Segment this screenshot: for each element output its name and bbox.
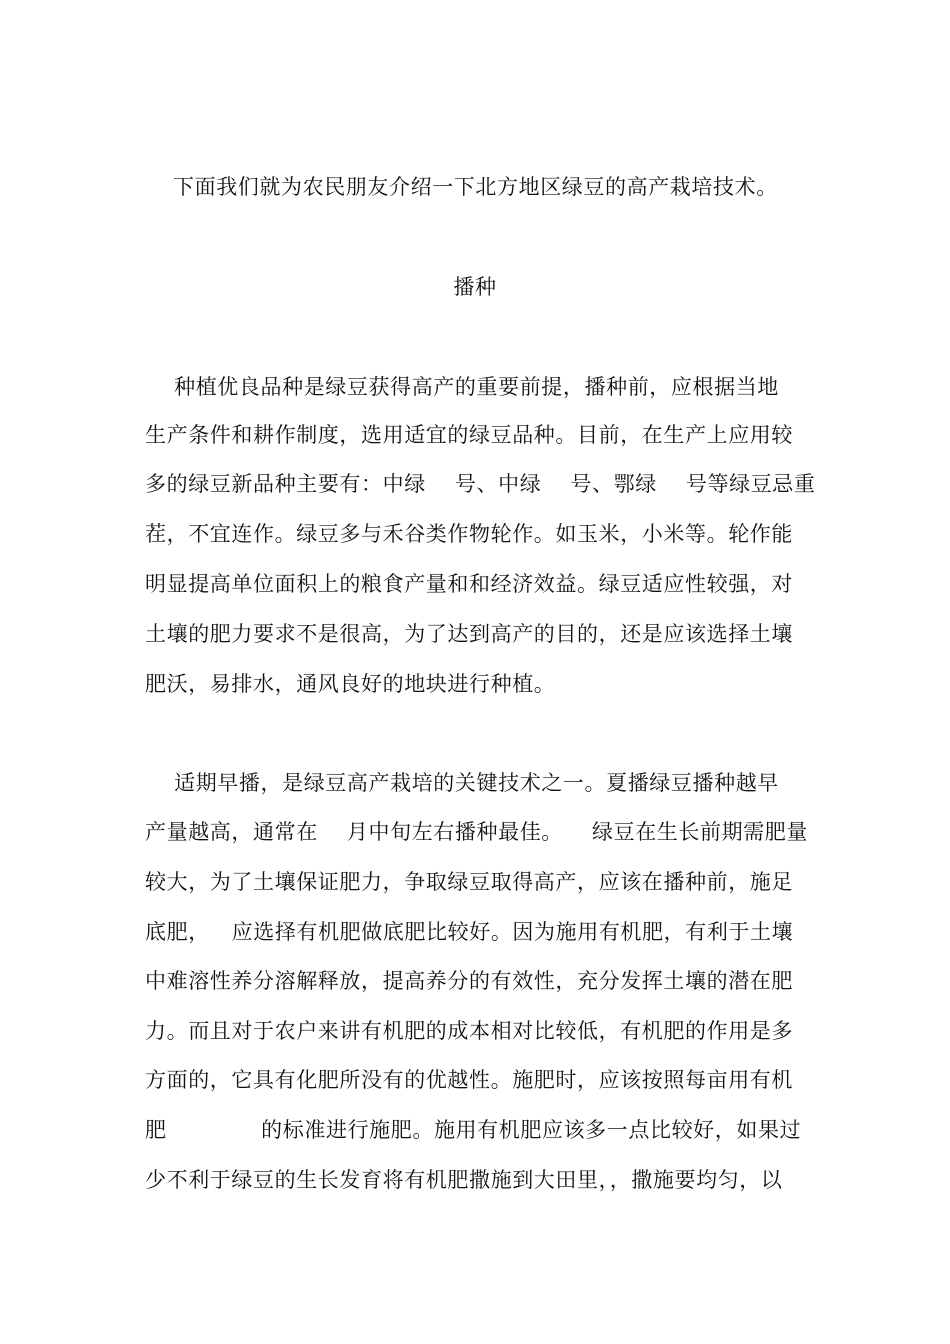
paragraph-line: 种植优良品种是绿豆获得高产的重要前提，播种前，应根据当地 xyxy=(145,375,779,399)
paragraph-line: 多的绿豆新品种主要有：中绿 号、中绿 号、鄂绿 号等绿豆忌重 xyxy=(145,472,816,496)
paragraph-line: 少不利于绿豆的生长发育将有机肥撒施到大田里，，撒施要均匀，以 xyxy=(145,1168,783,1192)
paragraph-line: 明显提高单位面积上的粮食产量和和经济效益。绿豆适应性较强，对 xyxy=(145,572,793,596)
section-title: 播种 xyxy=(453,275,497,299)
paragraph-line: 较大，为了土壤保证肥力，争取绿豆取得高产，应该在播种前，施足 xyxy=(145,870,793,894)
paragraph-line: 适期早播，是绿豆高产栽培的关键技术之一。夏播绿豆播种越早 xyxy=(145,771,779,795)
paragraph-line: 力。而且对于农户来讲有机肥的成本相对比较低，有机肥的作用是多 xyxy=(145,1019,793,1043)
intro-line: 下面我们就为农民朋友介绍一下北方地区绿豆的高产栽培技术。 xyxy=(173,175,778,199)
paragraph-line: 肥沃，易排水，通风良好的地块进行种植。 xyxy=(145,672,556,696)
paragraph-line: 茬，不宜连作。绿豆多与禾谷类作物轮作。如玉米，小米等。轮作能 xyxy=(145,522,793,546)
paragraph-line: 中难溶性养分溶解释放，提高养分的有效性，充分发挥土壤的潜在肥 xyxy=(145,969,793,993)
paragraph-line: 生产条件和耕作制度，选用适宜的绿豆品种。目前，在生产上应用较 xyxy=(145,423,793,447)
paragraph-line: 方面的，它具有化肥所没有的优越性。施肥时，应该按照每亩用有机 xyxy=(145,1068,793,1092)
paragraph-line: 产量越高，通常在 月中旬左右播种最佳。 绿豆在生长前期需肥量 xyxy=(145,820,808,844)
paragraph-line: 土壤的肥力要求不是很高，为了达到高产的目的，还是应该选择土壤 xyxy=(145,622,793,646)
paragraph-line: 肥 的标准进行施肥。施用有机肥应该多一点比较好，如果过 xyxy=(145,1118,802,1142)
paragraph-line: 底肥， 应选择有机肥做底肥比较好。因为施用有机肥，有利于土壤 xyxy=(145,920,794,944)
